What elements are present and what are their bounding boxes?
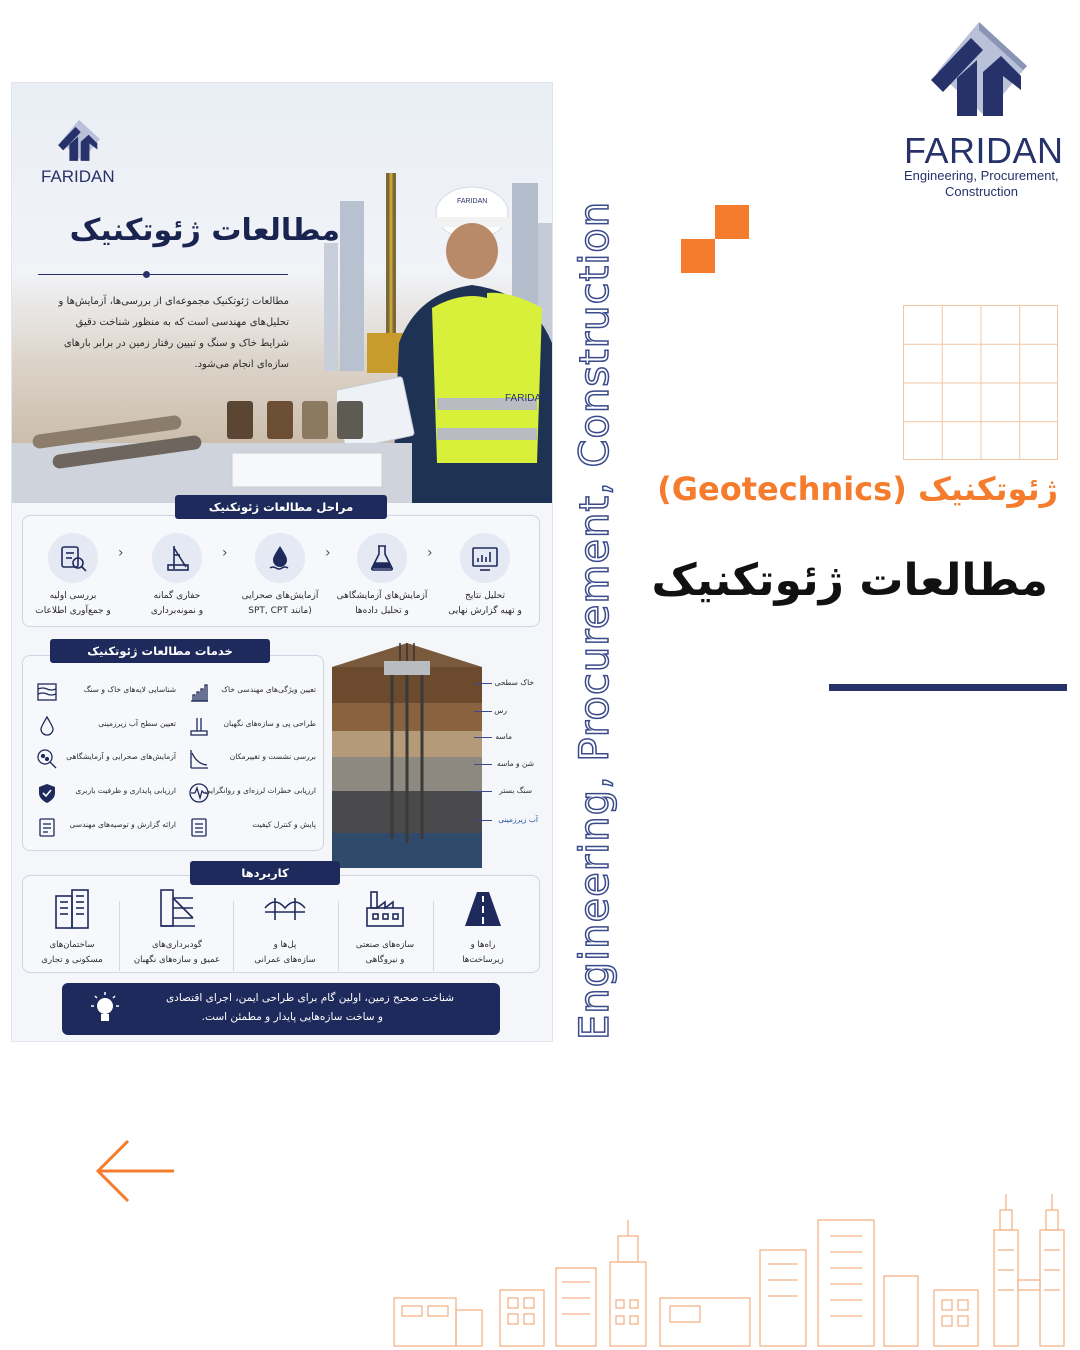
stage-3 — [230, 533, 330, 619]
poster-footer-banner — [62, 983, 500, 1035]
poster-logo-text: FARIDAN — [41, 167, 115, 186]
vest-text: FARIDAN — [505, 393, 549, 404]
application-label: سازه‌های صنعتی — [355, 940, 415, 950]
shield-check-icon — [36, 782, 58, 804]
drilling-rig-icon — [152, 533, 202, 583]
stage-label: آزمایش‌های آزمایشگاهی — [336, 591, 428, 601]
water-level-icon — [36, 715, 58, 737]
faridan-logo-icon — [927, 20, 1031, 130]
service-text: ارزیابی خطرات لرزه‌ای و روانگرایی — [204, 786, 316, 795]
stage-sublabel: و تهیه گزارش نهایی — [448, 606, 522, 616]
water-drop-icon — [255, 533, 305, 583]
foundation-icon — [188, 715, 210, 737]
soil-layer-label: شن و ماسه — [497, 759, 534, 768]
divider — [119, 901, 120, 971]
soil-layers-icon — [36, 681, 58, 703]
application-label: پل‌ها و — [273, 940, 297, 950]
footer-line-2: و ساخت سازه‌هایی پایدار و مطمئن است. — [201, 1011, 383, 1023]
application-sublabel: مسکونی و تجاری — [41, 955, 103, 965]
intro-line: مطالعات ژئوتکنیک مجموعه‌ای از بررسی‌ها، آزمایش‌ها و — [58, 296, 289, 307]
decorative-grid — [903, 305, 1058, 460]
soil-layer-label: ماسه — [495, 732, 512, 741]
brand-tagline-line2: Construction — [945, 184, 1018, 199]
stage-sublabel: (مانند SPT, CPT — [248, 606, 312, 616]
service-text: آزمایش‌های صحرایی و آزمایشگاهی — [66, 752, 176, 761]
soil-leader-line — [474, 737, 492, 738]
soil-leader-line — [474, 683, 492, 684]
application-sublabel: سازه‌های عمرانی — [254, 955, 316, 965]
soil-layer-label: سنگ بستر — [499, 786, 532, 795]
headline-subtitle: ژئوتکنیک (Geotechnics) — [657, 470, 1058, 508]
chevron-right-icon: › — [427, 545, 433, 561]
chevron-right-icon: › — [222, 545, 228, 561]
chevron-right-icon: › — [325, 545, 331, 561]
soil-leader-line — [474, 764, 492, 765]
intro-line: تحلیل‌های مهندسی است که به منظور شناخت دقیق — [75, 317, 289, 328]
service-text: ارائه گزارش و توصیه‌های مهندسی — [69, 820, 176, 829]
title-underline — [829, 684, 1067, 691]
service-item — [36, 780, 176, 806]
application-label: گودبرداری‌های — [152, 940, 202, 950]
accent-square-bottom — [681, 239, 715, 273]
service-text: شناسایی لایه‌های خاک و سنگ — [83, 685, 176, 694]
service-item — [36, 814, 176, 840]
service-text: تعیین سطح آب زیرزمینی — [98, 719, 176, 728]
quality-checklist-icon — [188, 816, 210, 838]
service-text: طراحی پی و سازه‌های نگهبان — [223, 719, 316, 728]
service-text: بررسی نشست و تغییرمکان — [229, 752, 316, 761]
application-item — [127, 886, 227, 968]
headline-title: مطالعات ژئوتکنیک — [651, 555, 1048, 606]
service-item — [36, 679, 176, 705]
service-item — [36, 713, 176, 739]
bar-chart-icon — [188, 681, 210, 703]
flask-icon — [357, 533, 407, 583]
application-item — [335, 886, 435, 968]
stage-5 — [435, 533, 535, 619]
chevron-right-icon: › — [118, 545, 124, 561]
soil-profile-illustration — [332, 643, 482, 868]
footer-line-1: شناخت صحیح زمین، اولین گام برای طراحی ایمن، اجرای اقتصادی — [165, 992, 454, 1004]
soil-layer-label: آب زیرزمینی — [498, 815, 538, 824]
service-item — [188, 679, 316, 705]
stage-label: بررسی اولیه — [49, 591, 97, 601]
applications-title: کاربردها — [190, 861, 340, 885]
application-sublabel: عمیق و سازه‌های نگهبان — [133, 955, 221, 965]
poster-title-divider — [38, 274, 288, 275]
bridge-icon — [263, 886, 307, 930]
service-item — [188, 780, 316, 806]
application-label: ساختمان‌های — [49, 940, 95, 950]
factory-icon — [363, 886, 407, 930]
service-item — [188, 746, 316, 772]
accent-square-top — [715, 205, 749, 239]
checklist-search-icon — [48, 533, 98, 583]
helmet-text: FARIDAN — [457, 198, 488, 205]
excavation-icon — [155, 886, 199, 930]
service-text: ارزیابی پایداری و ظرفیت باربری — [75, 786, 176, 795]
stage-1 — [23, 533, 123, 619]
soil-leader-line — [474, 711, 492, 712]
poster-logo — [56, 119, 102, 167]
service-text: تعیین ویژگی‌های مهندسی خاک — [221, 685, 316, 694]
soil-samples-illustration — [12, 383, 412, 503]
geotechnics-poster — [11, 82, 553, 1042]
stage-label: حفاری گمانه — [153, 591, 201, 601]
application-item — [235, 886, 335, 968]
brand-name: FARIDAN — [904, 130, 1064, 171]
stage-label: تحلیل نتایج — [465, 591, 505, 601]
settlement-curve-icon — [188, 748, 210, 770]
poster-title-dot — [143, 271, 150, 278]
stage-4 — [332, 533, 432, 619]
stage-sublabel: و تحلیل داده‌ها — [355, 606, 409, 616]
services-title: خدمات مطالعات ژئوتکنیک — [50, 639, 270, 663]
divider — [233, 901, 234, 971]
vertical-tagline: Engineering, Procurement, Construction — [572, 200, 618, 1040]
service-text: پایش و کنترل کیفیت — [252, 820, 316, 829]
service-item — [36, 746, 176, 772]
application-sublabel: زیرساخت‌ها — [462, 955, 504, 965]
intro-line: شرایط خاک و سنگ و تبیین رفتار زمین در برابر بارهای — [63, 338, 289, 349]
road-icon — [461, 886, 505, 930]
city-skyline-illustration — [390, 1190, 1080, 1350]
application-item — [22, 886, 122, 968]
soil-layer-label: خاک سطحی — [494, 678, 534, 687]
stages-title: مراحل مطالعات ژئوتکنیک — [175, 495, 387, 519]
report-chart-icon — [460, 533, 510, 583]
soil-layer-label: رس — [494, 706, 507, 715]
stage-sublabel: و نمونه‌برداری — [150, 606, 204, 616]
service-item — [188, 713, 316, 739]
application-sublabel: و نیروگاهی — [365, 955, 405, 965]
stage-2 — [127, 533, 227, 619]
soil-leader-line — [474, 791, 492, 792]
application-item — [433, 886, 533, 968]
stage-label: آزمایش‌های صحرایی — [241, 591, 319, 601]
intro-line: سازه‌ای انجام می‌شود. — [194, 359, 289, 370]
service-item — [188, 814, 316, 840]
back-arrow-icon[interactable] — [92, 1138, 178, 1204]
poster-title: مطالعات ژئوتکنیک — [69, 213, 340, 248]
soil-leader-line — [474, 820, 492, 821]
lab-test-icon — [36, 748, 58, 770]
lightbulb-icon — [88, 991, 122, 1027]
poster-intro — [27, 291, 289, 375]
application-label: راه‌ها و — [470, 940, 496, 950]
brand-tagline-line1: Engineering, Procurement, — [904, 168, 1059, 183]
report-document-icon — [36, 816, 58, 838]
stage-sublabel: و جمع‌آوری اطلاعات — [35, 606, 111, 616]
buildings-icon — [50, 886, 94, 930]
